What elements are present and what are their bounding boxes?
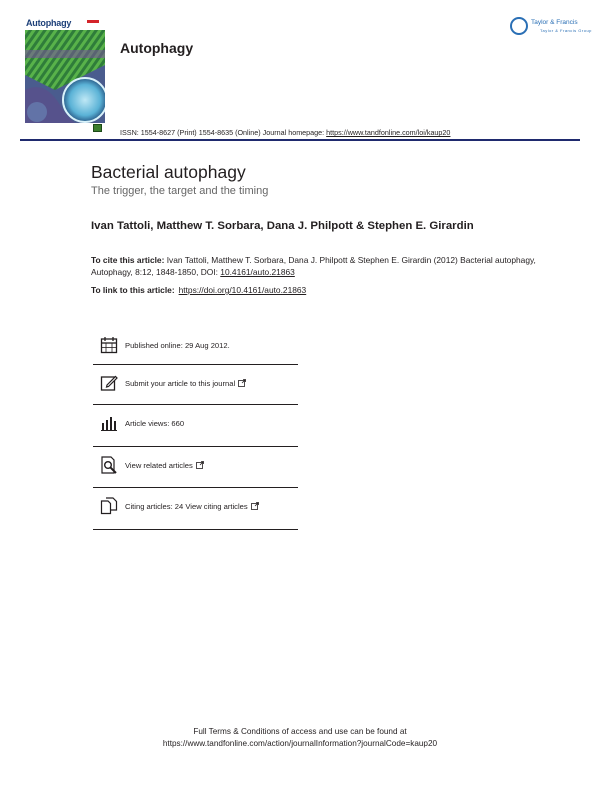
- submit-article-link[interactable]: [125, 379, 246, 388]
- citing-articles-item[interactable]: [100, 497, 300, 519]
- citing-articles-label: Citing articles: 24 View citing articles: [125, 502, 248, 511]
- publisher-logo-tagline: Taylor & Francis Group: [540, 28, 592, 33]
- header-divider: [20, 139, 580, 141]
- published-online-item: [100, 336, 300, 358]
- article-link-line: [91, 285, 306, 295]
- publisher-logo-icon: [510, 17, 528, 35]
- terms-url[interactable]: https://www.tandfonline.com/action/journalInformation?journalCode=kaup20: [162, 739, 438, 748]
- panel-divider: [93, 364, 298, 365]
- open-access-stamp: [93, 124, 102, 132]
- external-link-icon: [251, 502, 259, 510]
- search-document-icon: [100, 456, 118, 474]
- article-views: Article views: 660: [125, 419, 185, 428]
- article-authors: Ivan Tattoli, Matthew T. Sorbara, Dana J. Philpott & Stephen E. Girardin: [91, 220, 474, 232]
- link-label: To link to this article:: [91, 285, 175, 295]
- panel-divider: [93, 404, 298, 405]
- panel-divider: [93, 487, 298, 488]
- published-date: Published online: 29 Aug 2012.: [125, 341, 230, 350]
- related-articles-link[interactable]: [125, 461, 204, 470]
- article-title: Bacterial autophagy: [91, 162, 246, 182]
- submit-article-label: Submit your article to this journal: [125, 379, 236, 388]
- issn-text: ISSN: 1554-8627 (Print) 1554-8635 (Online) Journal homepage:: [120, 128, 327, 137]
- article-subtitle: The trigger, the target and the timing: [91, 185, 269, 197]
- terms-text: Full Terms & Conditions of access and use can be found at: [193, 727, 407, 736]
- submit-article-item[interactable]: [100, 374, 300, 396]
- related-articles-item[interactable]: [100, 456, 300, 478]
- cover-artwork: [25, 30, 105, 123]
- citation-block: [91, 254, 551, 278]
- external-link-icon: [196, 461, 204, 469]
- journal-cover-image: [25, 17, 105, 123]
- journal-name[interactable]: Autophagy: [120, 40, 194, 56]
- article-doi-url[interactable]: https://doi.org/10.4161/auto.21863: [178, 285, 307, 295]
- article-views-item: [100, 414, 300, 436]
- related-articles-label: View related articles: [125, 461, 193, 470]
- calendar-icon: [100, 336, 118, 354]
- issn-line: [120, 128, 450, 137]
- edit-document-icon: [100, 374, 118, 392]
- doi-link[interactable]: 10.4161/auto.21863: [220, 267, 295, 277]
- citing-articles-link[interactable]: [125, 502, 259, 511]
- panel-divider: [93, 529, 298, 530]
- cite-label: To cite this article:: [91, 255, 165, 265]
- bar-chart-icon: [100, 414, 118, 432]
- cover-red-mark: [87, 20, 99, 23]
- publisher-logo: [510, 16, 592, 38]
- terms-footer: [0, 726, 600, 750]
- citing-documents-icon: [100, 497, 118, 515]
- external-link-icon: [238, 379, 246, 387]
- journal-homepage-link[interactable]: https://www.tandfonline.com/loi/kaup20: [326, 128, 451, 137]
- cite-text: Ivan Tattoli, Matthew T. Sorbara, Dana J. Philpott & Stephen E. Girardin (2012) Bacterial autophagy, Autophagy, 8:12, 1848-1850, DOI:: [91, 255, 536, 277]
- cover-title: Autophagy: [26, 18, 72, 28]
- publisher-logo-text: Taylor & Francis: [531, 19, 578, 26]
- panel-divider: [93, 446, 298, 447]
